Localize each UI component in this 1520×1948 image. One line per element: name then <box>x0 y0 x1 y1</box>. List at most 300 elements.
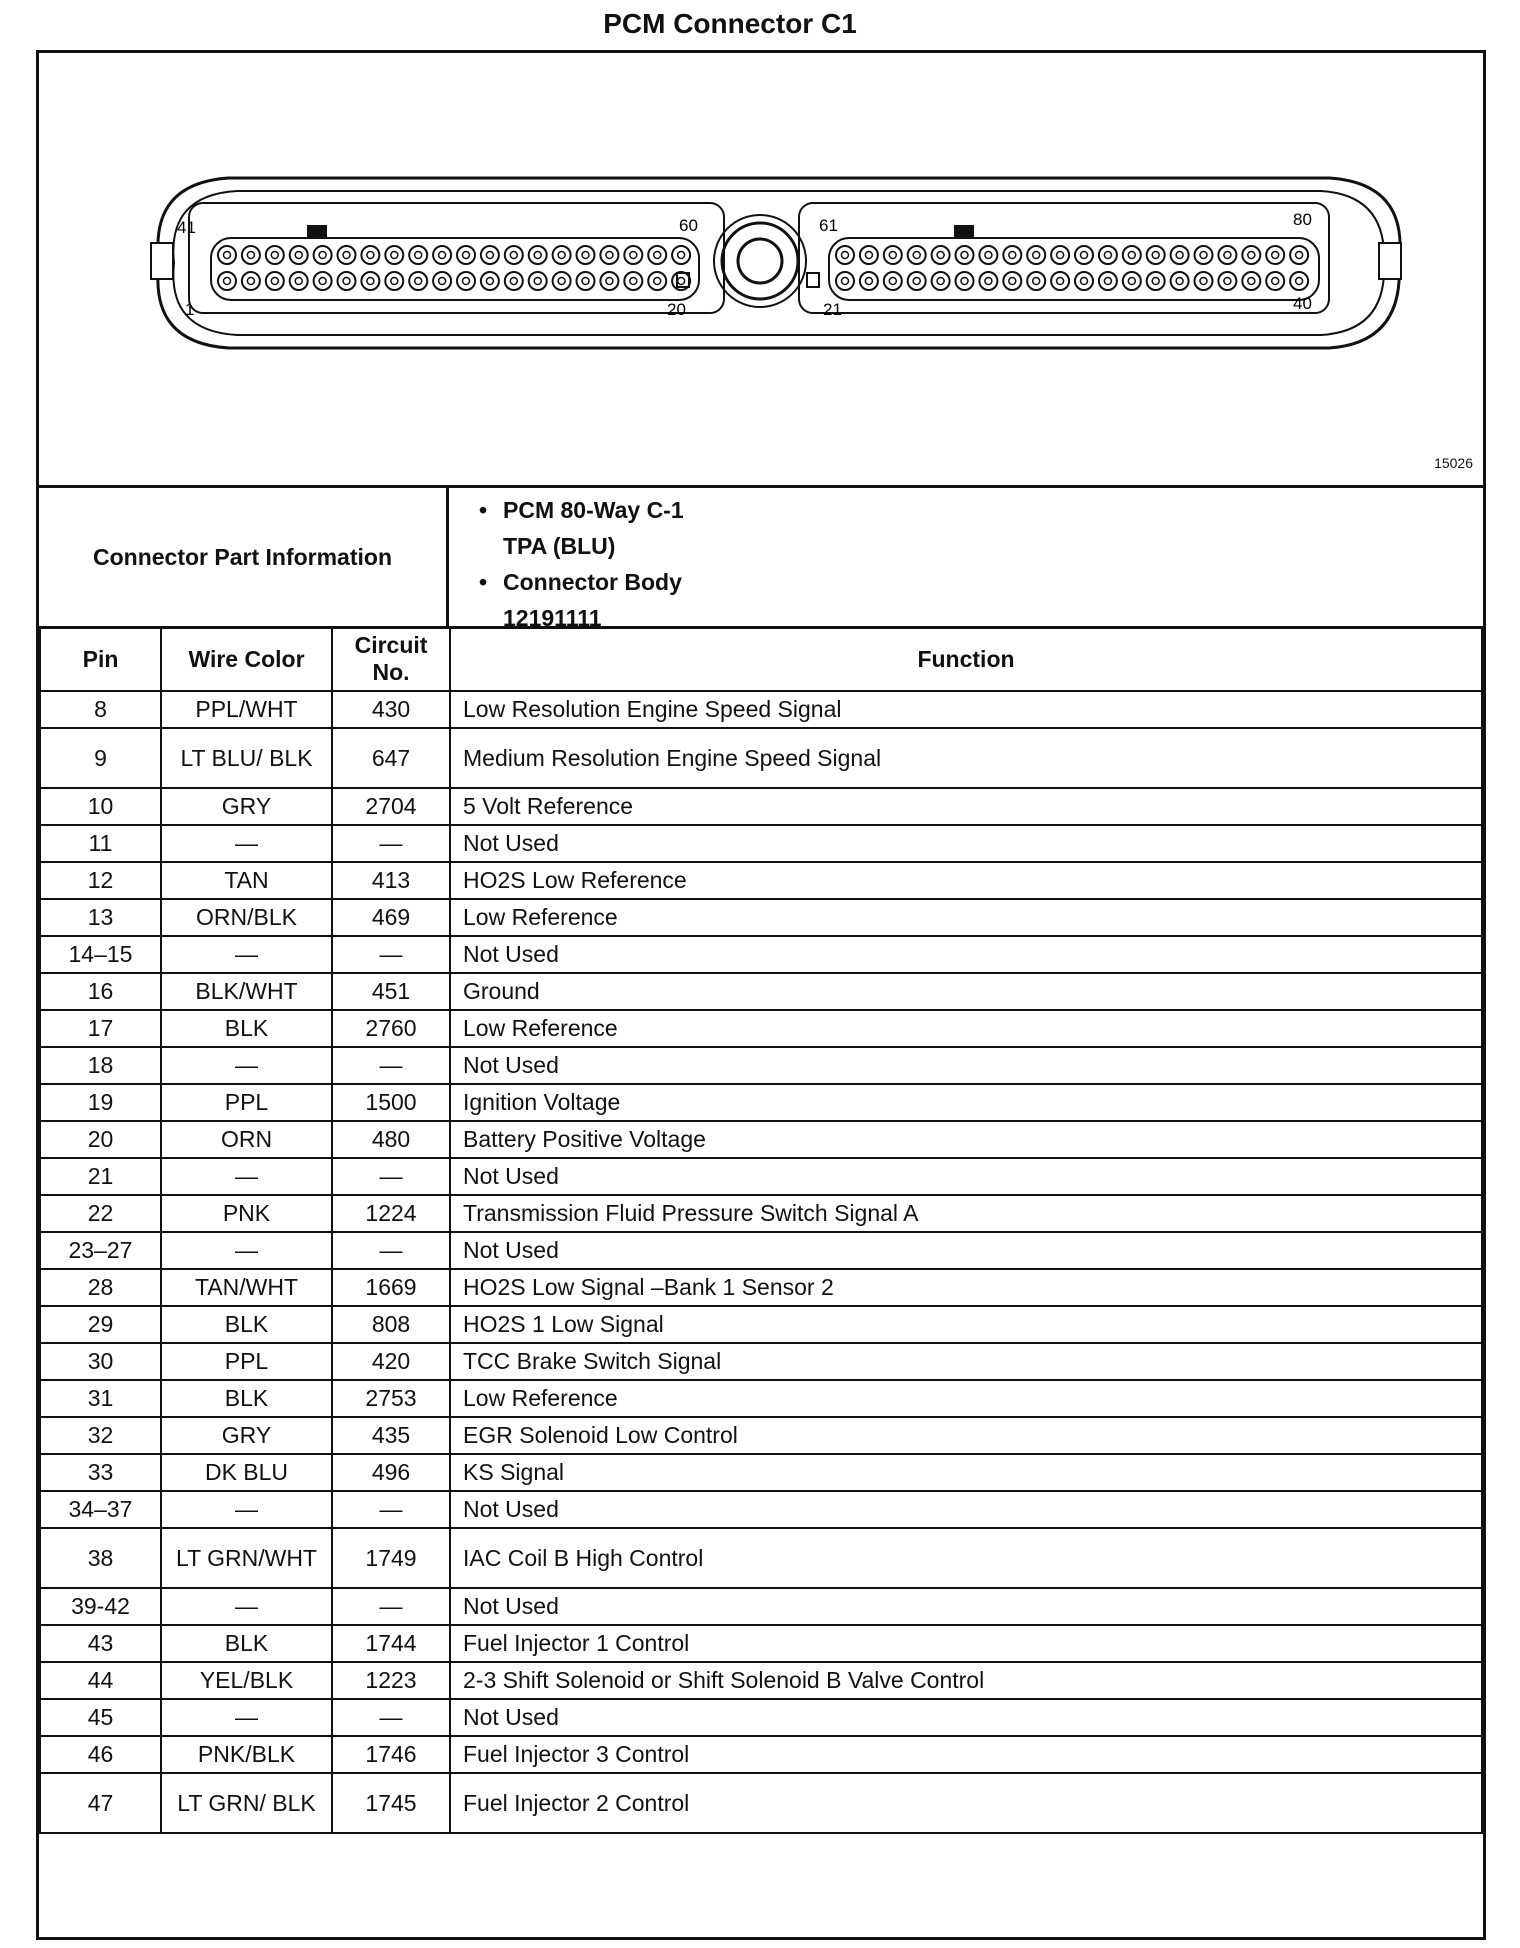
circuit-cell: 413 <box>332 862 450 899</box>
function-cell: Not Used <box>450 1588 1482 1625</box>
right-pin-socket <box>1003 272 1021 290</box>
right-pin-socket <box>1242 246 1260 264</box>
wire-color-cell: YEL/BLK <box>161 1662 332 1699</box>
left-pin-socket <box>385 272 403 290</box>
pin-label-80: 80 <box>1293 210 1312 229</box>
left-pin-contact <box>678 252 685 259</box>
left-pin-socket <box>457 272 475 290</box>
part-info-line: Connector Body <box>503 569 682 595</box>
right-pin-contact <box>865 252 872 259</box>
left-latch <box>151 243 173 279</box>
right-pin-socket <box>884 272 902 290</box>
table-row <box>40 936 1482 973</box>
left-pin-contact <box>510 252 517 259</box>
left-pin-socket <box>361 272 379 290</box>
pin-cell: 10 <box>40 788 161 825</box>
function-cell: EGR Solenoid Low Control <box>450 1417 1482 1454</box>
table-row <box>40 1306 1482 1343</box>
wire-color-cell: TAN/WHT <box>161 1269 332 1306</box>
function-cell: 5 Volt Reference <box>450 788 1482 825</box>
circuit-cell: — <box>332 1047 450 1084</box>
left-pin-contact <box>415 252 422 259</box>
left-pin-socket <box>648 246 666 264</box>
function-cell: Low Reference <box>450 899 1482 936</box>
right-pin-socket <box>1027 246 1045 264</box>
left-pin-contact <box>343 278 350 285</box>
pin-cell: 32 <box>40 1417 161 1454</box>
wire-color-cell: PPL <box>161 1343 332 1380</box>
left-pin-contact <box>463 252 470 259</box>
pin-cell: 46 <box>40 1736 161 1773</box>
wire-color-cell: BLK <box>161 1380 332 1417</box>
left-pin-socket <box>266 246 284 264</box>
left-pin-socket <box>624 246 642 264</box>
left-pin-socket <box>624 272 642 290</box>
circuit-cell: — <box>332 1232 450 1269</box>
header-function: Function <box>450 627 1482 691</box>
left-pin-socket <box>457 246 475 264</box>
left-pin-socket <box>338 246 356 264</box>
right-pin-contact <box>985 252 992 259</box>
right-pin-socket <box>1147 272 1165 290</box>
circuit-cell: 2704 <box>332 788 450 825</box>
pin-cell: 38 <box>40 1528 161 1588</box>
pin-cell: 47 <box>40 1773 161 1833</box>
right-pin-socket <box>1075 272 1093 290</box>
pin-cell: 23–27 <box>40 1232 161 1269</box>
table-row <box>40 1491 1482 1528</box>
right-pin-contact <box>937 252 944 259</box>
right-pin-socket <box>860 272 878 290</box>
left-pin-contact <box>367 278 374 285</box>
bullet: • <box>479 497 488 523</box>
pin-label-40: 40 <box>1293 294 1312 313</box>
left-pin-contact <box>271 278 278 285</box>
function-cell: Low Resolution Engine Speed Signal <box>450 691 1482 728</box>
pin-cell: 12 <box>40 862 161 899</box>
right-side-slot <box>807 273 819 287</box>
right-pin-socket <box>1266 246 1284 264</box>
right-pin-socket <box>1123 272 1141 290</box>
table-row <box>40 1625 1482 1662</box>
wire-color-cell: GRY <box>161 788 332 825</box>
left-pin-contact <box>558 278 565 285</box>
left-pin-contact <box>486 278 493 285</box>
circuit-cell: — <box>332 936 450 973</box>
left-pin-contact <box>582 278 589 285</box>
circuit-cell: 480 <box>332 1121 450 1158</box>
right-pin-contact <box>1224 252 1231 259</box>
left-pin-contact <box>224 278 231 285</box>
right-pin-contact <box>1104 252 1111 259</box>
right-pin-socket <box>1051 246 1069 264</box>
right-pin-socket <box>1051 272 1069 290</box>
table-row <box>40 691 1482 728</box>
table-row <box>40 825 1482 862</box>
left-pin-contact <box>439 278 446 285</box>
right-pin-socket <box>1171 272 1189 290</box>
right-pin-contact <box>1081 252 1088 259</box>
pin-table <box>39 626 1483 1834</box>
left-pin-contact <box>271 252 278 259</box>
right-pin-socket <box>884 246 902 264</box>
pin-table-body <box>40 691 1482 1833</box>
center-bolt-outer <box>714 215 806 307</box>
function-cell: Ground <box>450 973 1482 1010</box>
table-row <box>40 1528 1482 1588</box>
right-pin-contact <box>961 278 968 285</box>
right-pin-contact <box>842 278 849 285</box>
pin-cell: 17 <box>40 1010 161 1047</box>
function-cell: Fuel Injector 3 Control <box>450 1736 1482 1773</box>
right-pin-contact <box>842 252 849 259</box>
left-pin-contact <box>510 278 517 285</box>
left-pin-contact <box>319 278 326 285</box>
left-pin-contact <box>295 278 302 285</box>
left-pin-contact <box>247 252 254 259</box>
left-pin-field <box>211 238 699 300</box>
pin-cell: 31 <box>40 1380 161 1417</box>
right-pin-contact <box>1200 252 1207 259</box>
left-pin-contact <box>391 278 398 285</box>
function-cell: Medium Resolution Engine Speed Signal <box>450 728 1482 788</box>
left-pin-socket <box>505 246 523 264</box>
right-pin-socket <box>932 246 950 264</box>
table-row <box>40 899 1482 936</box>
left-pin-socket <box>481 246 499 264</box>
left-pin-socket <box>338 272 356 290</box>
header-wire-color: Wire Color <box>161 627 332 691</box>
right-pin-contact <box>1200 278 1207 285</box>
right-pin-contact <box>1176 252 1183 259</box>
circuit-cell: 420 <box>332 1343 450 1380</box>
function-cell: 2-3 Shift Solenoid or Shift Solenoid B Valve Control <box>450 1662 1482 1699</box>
left-pin-socket <box>433 272 451 290</box>
table-row <box>40 1047 1482 1084</box>
right-pin-contact <box>961 252 968 259</box>
pin-label-1: 1 <box>185 300 195 319</box>
left-pin-contact <box>463 278 470 285</box>
function-cell: Ignition Voltage <box>450 1084 1482 1121</box>
right-pin-socket <box>1099 272 1117 290</box>
right-pin-socket <box>1266 272 1284 290</box>
right-pin-contact <box>1152 278 1159 285</box>
wire-color-cell: — <box>161 1047 332 1084</box>
right-pin-socket <box>932 272 950 290</box>
left-pin-contact <box>367 252 374 259</box>
left-pin-socket <box>648 272 666 290</box>
pin-label-61: 61 <box>819 216 838 235</box>
table-row <box>40 1343 1482 1380</box>
table-row <box>40 1195 1482 1232</box>
wire-color-cell: ORN/BLK <box>161 899 332 936</box>
right-pin-contact <box>1009 252 1016 259</box>
left-pin-contact <box>606 278 613 285</box>
pin-cell: 13 <box>40 899 161 936</box>
function-cell: Not Used <box>450 1158 1482 1195</box>
left-pin-contact <box>654 278 661 285</box>
wire-color-cell: — <box>161 936 332 973</box>
right-pin-contact <box>913 252 920 259</box>
pin-label-60: 60 <box>679 216 698 235</box>
table-row <box>40 973 1482 1010</box>
left-pin-contact <box>534 278 541 285</box>
left-pin-socket <box>314 246 332 264</box>
header-circuit-no: Circuit No. <box>332 627 450 691</box>
table-row <box>40 1232 1482 1269</box>
right-pin-contact <box>1248 278 1255 285</box>
circuit-cell: 1224 <box>332 1195 450 1232</box>
circuit-cell: 1745 <box>332 1773 450 1833</box>
table-row <box>40 1773 1482 1833</box>
right-pin-contact <box>1296 278 1303 285</box>
right-pin-contact <box>1033 278 1040 285</box>
right-pin-socket <box>956 272 974 290</box>
circuit-cell: 1744 <box>332 1625 450 1662</box>
left-pin-socket <box>314 272 332 290</box>
wire-color-cell: — <box>161 825 332 862</box>
right-pin-contact <box>1057 252 1064 259</box>
circuit-cell: 469 <box>332 899 450 936</box>
left-pin-socket <box>218 246 236 264</box>
part-info-label: Connector Part Information <box>39 488 449 626</box>
left-pin-contact <box>224 252 231 259</box>
left-pin-contact <box>415 278 422 285</box>
wire-color-cell: TAN <box>161 862 332 899</box>
wire-color-cell: BLK <box>161 1010 332 1047</box>
connector-part-info <box>39 485 1483 629</box>
circuit-cell: — <box>332 1588 450 1625</box>
right-pin-socket <box>1171 246 1189 264</box>
wire-color-cell: DK BLU <box>161 1454 332 1491</box>
part-info-line: 12191111 <box>503 605 602 631</box>
table-row <box>40 1417 1482 1454</box>
circuit-cell: 435 <box>332 1417 450 1454</box>
left-pin-socket <box>505 272 523 290</box>
function-cell: Not Used <box>450 1491 1482 1528</box>
left-pin-contact <box>439 252 446 259</box>
function-cell: Fuel Injector 1 Control <box>450 1625 1482 1662</box>
left-pin-contact <box>486 252 493 259</box>
left-pin-contact <box>582 252 589 259</box>
circuit-cell: 1746 <box>332 1736 450 1773</box>
function-cell: Not Used <box>450 1047 1482 1084</box>
bullet: • <box>479 569 488 595</box>
pin-cell: 30 <box>40 1343 161 1380</box>
function-cell: TCC Brake Switch Signal <box>450 1343 1482 1380</box>
wire-color-cell: LT GRN/WHT <box>161 1528 332 1588</box>
right-pin-contact <box>913 278 920 285</box>
right-pin-socket <box>956 246 974 264</box>
right-pin-socket <box>1242 272 1260 290</box>
function-cell: KS Signal <box>450 1454 1482 1491</box>
right-pin-socket <box>1195 246 1213 264</box>
diagram-id: 15026 <box>1434 455 1473 471</box>
wire-color-cell: LT BLU/ BLK <box>161 728 332 788</box>
table-row <box>40 1662 1482 1699</box>
right-pin-socket <box>1123 246 1141 264</box>
table-row <box>40 1269 1482 1306</box>
circuit-cell: 1500 <box>332 1084 450 1121</box>
page-title: PCM Connector C1 <box>603 8 857 39</box>
wire-color-cell: — <box>161 1491 332 1528</box>
left-pin-socket <box>218 272 236 290</box>
left-pin-socket <box>600 246 618 264</box>
wire-color-cell: PPL <box>161 1084 332 1121</box>
function-cell: Not Used <box>450 1232 1482 1269</box>
circuit-cell: 647 <box>332 728 450 788</box>
right-pin-socket <box>1147 246 1165 264</box>
pin-label-41: 41 <box>177 218 196 237</box>
left-pin-contact <box>247 278 254 285</box>
left-pin-socket <box>290 272 308 290</box>
pin-cell: 34–37 <box>40 1491 161 1528</box>
pin-label-21: 21 <box>823 300 842 319</box>
left-pin-socket <box>409 246 427 264</box>
right-pin-contact <box>1081 278 1088 285</box>
left-pin-socket <box>481 272 499 290</box>
left-pin-grid <box>218 246 690 290</box>
function-cell: Transmission Fluid Pressure Switch Signal A <box>450 1195 1482 1232</box>
right-pin-socket <box>1099 246 1117 264</box>
wire-color-cell: BLK <box>161 1625 332 1662</box>
table-row <box>40 1380 1482 1417</box>
right-pin-socket <box>1290 246 1308 264</box>
left-pin-contact <box>630 278 637 285</box>
table-row <box>40 788 1482 825</box>
right-pin-contact <box>865 278 872 285</box>
wire-color-cell: PNK/BLK <box>161 1736 332 1773</box>
left-pin-socket <box>385 246 403 264</box>
right-pin-contact <box>889 252 896 259</box>
circuit-cell: 1749 <box>332 1528 450 1588</box>
circuit-cell: 1223 <box>332 1662 450 1699</box>
pin-cell: 19 <box>40 1084 161 1121</box>
pin-cell: 28 <box>40 1269 161 1306</box>
function-cell: Low Reference <box>450 1010 1482 1047</box>
pin-cell: 14–15 <box>40 936 161 973</box>
function-cell: Low Reference <box>450 1380 1482 1417</box>
wire-color-cell: BLK <box>161 1306 332 1343</box>
connector-diagram <box>39 53 1483 485</box>
right-pin-grid <box>836 246 1308 290</box>
wire-color-cell: BLK/WHT <box>161 973 332 1010</box>
right-pin-contact <box>1009 278 1016 285</box>
pin-cell: 18 <box>40 1047 161 1084</box>
pin-cell: 43 <box>40 1625 161 1662</box>
wire-color-cell: — <box>161 1232 332 1269</box>
function-cell: Not Used <box>450 1699 1482 1736</box>
right-pin-contact <box>1272 252 1279 259</box>
pin-cell: 44 <box>40 1662 161 1699</box>
circuit-cell: 430 <box>332 691 450 728</box>
right-pin-contact <box>1033 252 1040 259</box>
left-pin-socket <box>553 246 571 264</box>
function-cell: Not Used <box>450 825 1482 862</box>
pin-cell: 21 <box>40 1158 161 1195</box>
left-pin-socket <box>242 246 260 264</box>
left-pin-contact <box>295 252 302 259</box>
wire-color-cell: GRY <box>161 1417 332 1454</box>
right-pin-contact <box>1296 252 1303 259</box>
part-info-line: PCM 80-Way C-1 <box>503 497 684 523</box>
function-cell: IAC Coil B High Control <box>450 1528 1482 1588</box>
pin-cell: 8 <box>40 691 161 728</box>
center-bolt-ring <box>722 223 798 299</box>
table-row <box>40 862 1482 899</box>
wire-color-cell: LT GRN/ BLK <box>161 1773 332 1833</box>
right-pin-contact <box>889 278 896 285</box>
pin-cell: 29 <box>40 1306 161 1343</box>
right-pin-socket <box>1218 246 1236 264</box>
left-pin-socket <box>600 272 618 290</box>
right-pin-socket <box>979 246 997 264</box>
left-pin-socket <box>577 246 595 264</box>
function-cell: Fuel Injector 2 Control <box>450 1773 1482 1833</box>
right-pin-socket <box>979 272 997 290</box>
table-row <box>40 1736 1482 1773</box>
wire-color-cell: PPL/WHT <box>161 691 332 728</box>
left-pin-socket <box>529 246 547 264</box>
right-pin-socket <box>836 272 854 290</box>
left-pin-socket <box>529 272 547 290</box>
function-cell: Battery Positive Voltage <box>450 1121 1482 1158</box>
circuit-cell: 808 <box>332 1306 450 1343</box>
table-row <box>40 1588 1482 1625</box>
circuit-cell: — <box>332 1491 450 1528</box>
left-pin-socket <box>361 246 379 264</box>
connector-sheet <box>36 50 1486 1940</box>
right-pin-socket <box>1075 246 1093 264</box>
left-pin-socket <box>242 272 260 290</box>
right-pin-socket <box>836 246 854 264</box>
right-pin-socket <box>1290 272 1308 290</box>
function-cell: Not Used <box>450 936 1482 973</box>
circuit-cell: — <box>332 1699 450 1736</box>
part-info-list <box>479 492 684 636</box>
table-row <box>40 1010 1482 1047</box>
wire-color-cell: — <box>161 1699 332 1736</box>
right-pin-contact <box>1057 278 1064 285</box>
right-pin-contact <box>1272 278 1279 285</box>
right-pin-contact <box>985 278 992 285</box>
right-latch <box>1379 243 1401 279</box>
pin-cell: 9 <box>40 728 161 788</box>
right-pin-contact <box>1176 278 1183 285</box>
left-pin-socket <box>290 246 308 264</box>
left-pin-contact <box>630 252 637 259</box>
left-pin-socket <box>672 246 690 264</box>
table-row <box>40 1699 1482 1736</box>
right-pin-socket <box>908 246 926 264</box>
pin-cell: 22 <box>40 1195 161 1232</box>
right-pin-socket <box>908 272 926 290</box>
table-row <box>40 1158 1482 1195</box>
pin-cell: 20 <box>40 1121 161 1158</box>
circuit-cell: — <box>332 1158 450 1195</box>
right-pin-contact <box>1104 278 1111 285</box>
table-row <box>40 728 1482 788</box>
wire-color-cell: PNK <box>161 1195 332 1232</box>
left-pin-socket <box>577 272 595 290</box>
left-pin-contact <box>343 252 350 259</box>
pin-cell: 33 <box>40 1454 161 1491</box>
left-pin-contact <box>654 252 661 259</box>
right-pin-contact <box>1248 252 1255 259</box>
right-key <box>954 225 974 237</box>
left-pin-contact <box>558 252 565 259</box>
function-cell: HO2S Low Reference <box>450 862 1482 899</box>
